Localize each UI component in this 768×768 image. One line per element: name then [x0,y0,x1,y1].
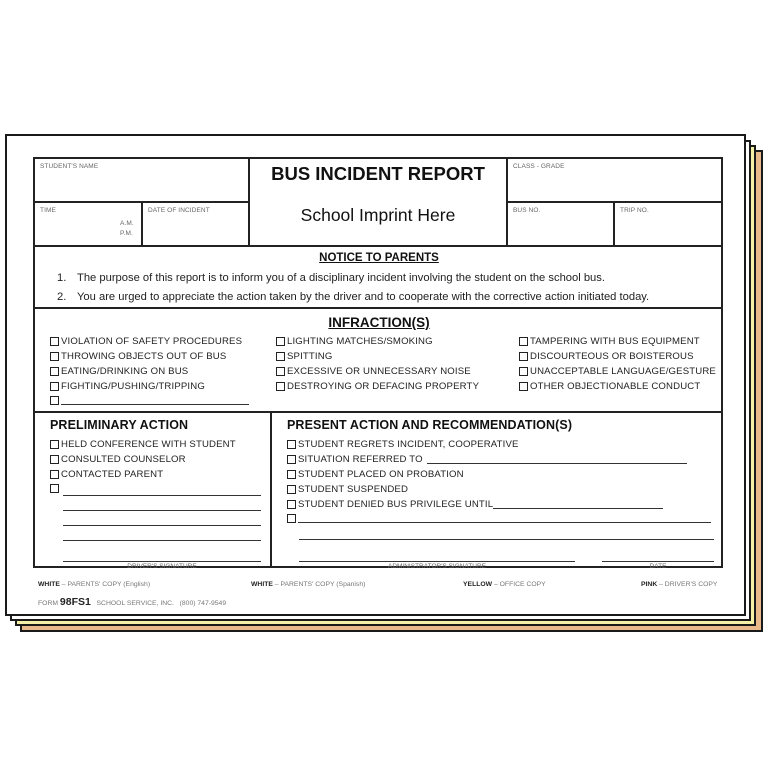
checkbox[interactable] [519,382,528,391]
trip-no-label: TRIP NO. [620,207,649,214]
student-name-field[interactable] [35,159,248,201]
notice-item-2: 2. You are urged to appreciate the action taken by the driver and to cooperate with the corrective action initiated today. [57,291,650,303]
checkbox[interactable] [50,455,59,464]
infraction-other-objectionable[interactable]: OTHER OBJECTIONABLE CONDUCT [519,381,700,392]
present-action-heading: PRESENT ACTION AND RECOMMENDATION(S) [287,418,573,432]
checkbox[interactable] [50,396,59,405]
present-denied-privilege[interactable]: STUDENT DENIED BUS PRIVILEGE UNTIL [287,499,663,510]
infraction-tampering[interactable]: TAMPERING WITH BUS EQUIPMENT [519,336,700,347]
infraction-throwing-objects[interactable]: THROWING OBJECTS OUT OF BUS [50,351,226,362]
prelim-write-line[interactable] [63,510,261,511]
prelim-other-blank[interactable] [50,484,61,493]
copy-white-spanish: WHITE – PARENTS' COPY (Spanish) [251,581,366,588]
copy-pink-driver: PINK – DRIVER'S COPY [641,581,718,588]
referred-to-line[interactable] [427,455,687,464]
checkbox[interactable] [519,367,528,376]
infractions-heading: INFRACTION(S) [328,315,430,330]
infraction-lighting-matches[interactable]: LIGHTING MATCHES/SMOKING [276,336,433,347]
date-line[interactable] [602,561,714,562]
checkbox[interactable] [276,367,285,376]
copy-white-english: WHITE – PARENTS' COPY (English) [38,581,151,588]
prelim-consulted-counselor[interactable]: CONSULTED COUNSELOR [50,454,186,465]
driver-signature-line[interactable] [63,561,261,562]
checkbox[interactable] [276,337,285,346]
am-label: A.M. [120,220,134,227]
present-student-regrets[interactable]: STUDENT REGRETS INCIDENT, COOPERATIVE [287,439,519,450]
present-write-line[interactable] [299,539,714,540]
date-of-incident-label: DATE OF INCIDENT [148,207,210,214]
checkbox[interactable] [287,514,296,523]
present-other-blank[interactable] [287,514,711,523]
admin-signature-line[interactable] [299,561,575,562]
title-block [250,159,506,245]
infraction-excessive-noise[interactable]: EXCESSIVE OR UNNECESSARY NOISE [276,366,471,377]
checkbox[interactable] [50,382,59,391]
checkbox[interactable] [50,440,59,449]
checkbox[interactable] [287,455,296,464]
infraction-violation-of-safety[interactable]: VIOLATION OF SAFETY PROCEDURES [50,336,242,347]
date-of-incident-field[interactable] [143,203,248,245]
checkbox[interactable] [50,337,59,346]
infractions-section [35,309,723,411]
checkbox[interactable] [287,500,296,509]
preliminary-action-section [35,413,270,568]
phone-number: (800) 747-9549 [179,600,227,607]
checkbox[interactable] [276,382,285,391]
class-grade-field[interactable] [508,159,723,201]
notice-section [35,247,723,307]
front-sheet [5,134,746,616]
infraction-fighting[interactable]: FIGHTING/PUSHING/TRIPPING [50,381,205,392]
denied-until-line[interactable] [493,500,663,509]
checkbox[interactable] [519,337,528,346]
company-name: SCHOOL SERVICE, INC. [96,600,174,607]
incident-form [33,157,723,568]
prelim-contacted-parent[interactable]: CONTACTED PARENT [50,469,163,480]
time-label: TIME [40,207,56,214]
prelim-write-line[interactable] [63,540,261,541]
checkbox[interactable] [519,352,528,361]
bus-no-field[interactable] [508,203,613,245]
admin-signature-label: ADMINISTRATOR'S SIGNATURE [387,563,487,570]
prelim-write-line[interactable] [63,495,261,496]
student-name-label: STUDENT'S NAME [40,163,99,170]
notice-heading: NOTICE TO PARENTS [319,252,439,264]
time-field[interactable] [35,203,141,245]
driver-signature-label: DRIVER'S SIGNATURE [127,563,197,570]
infraction-unacceptable-language[interactable]: UNACCEPTABLE LANGUAGE/GESTURE [519,366,716,377]
date-label: DATE [649,563,667,570]
form-title: BUS INCIDENT REPORT [271,163,485,184]
prelim-held-conference[interactable]: HELD CONFERENCE WITH STUDENT [50,439,236,450]
checkbox[interactable] [287,485,296,494]
checkbox[interactable] [50,367,59,376]
form-number: 98FS1 [59,596,91,608]
class-grade-label: CLASS - GRADE [513,163,565,170]
infraction-other-blank[interactable] [50,396,249,405]
present-suspended[interactable]: STUDENT SUSPENDED [287,484,408,495]
blank-line[interactable] [61,396,249,405]
checkbox[interactable] [50,352,59,361]
school-imprint: School Imprint Here [300,205,456,225]
checkbox[interactable] [276,352,285,361]
blank-line[interactable] [298,514,711,523]
pm-label: P.M. [120,230,133,237]
infraction-destroying-property[interactable]: DESTROYING OR DEFACING PROPERTY [276,381,479,392]
trip-no-field[interactable] [615,203,723,245]
infraction-eating-drinking[interactable]: EATING/DRINKING ON BUS [50,366,188,377]
checkbox[interactable] [287,440,296,449]
infraction-spitting[interactable]: SPITTING [276,351,332,362]
prelim-write-line[interactable] [63,525,261,526]
checkbox[interactable] [50,484,59,493]
present-action-section [272,413,723,568]
checkbox[interactable] [287,470,296,479]
notice-item-1: 1. The purpose of this report is to inform you of a disciplinary incident involving the student on the school bus. [57,272,605,284]
copy-yellow-office: YELLOW – OFFICE COPY [463,581,546,588]
form-info: FORM 98FS1 SCHOOL SERVICE, INC. (800) 747-9549 [38,596,227,608]
bus-no-label: BUS NO. [513,207,541,214]
present-probation[interactable]: STUDENT PLACED ON PROBATION [287,469,464,480]
preliminary-action-heading: PRELIMINARY ACTION [50,418,189,432]
present-situation-referred[interactable]: SITUATION REFERRED TO [287,454,687,465]
checkbox[interactable] [50,470,59,479]
infraction-discourteous[interactable]: DISCOURTEOUS OR BOISTEROUS [519,351,694,362]
